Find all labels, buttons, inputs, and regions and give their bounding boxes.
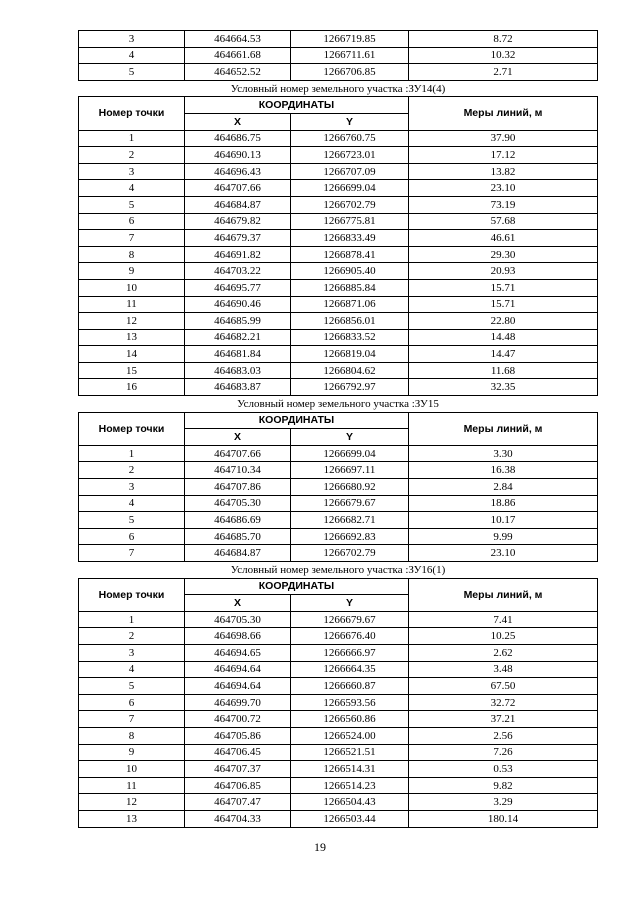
header-x: X (185, 113, 291, 130)
cell-line-measure: 7.26 (409, 744, 598, 761)
cell-y: 1266711.61 (291, 47, 409, 64)
cell-x: 464699.70 (185, 694, 291, 711)
table-row (79, 479, 598, 496)
header-coordinates: КООРДИНАТЫ (185, 412, 409, 429)
table-row (79, 794, 598, 811)
cell-y: 1266775.81 (291, 213, 409, 230)
cell-y: 1266692.83 (291, 528, 409, 545)
cell-line-measure: 10.25 (409, 628, 598, 645)
table-row (79, 64, 598, 81)
cell-point-number: 4 (79, 495, 185, 512)
cell-y: 1266664.35 (291, 661, 409, 678)
cell-x: 464694.64 (185, 678, 291, 695)
cell-y: 1266792.97 (291, 379, 409, 396)
section-title-row (79, 396, 598, 413)
cell-y: 1266514.23 (291, 777, 409, 794)
section-title: Условный номер земельного участка :ЗУ15 (79, 396, 598, 413)
cell-x: 464706.85 (185, 777, 291, 794)
coordinates-table-body (79, 31, 598, 828)
cell-line-measure: 2.84 (409, 479, 598, 496)
table-row (79, 213, 598, 230)
table-row (79, 379, 598, 396)
cell-point-number: 2 (79, 147, 185, 164)
header-point-number: Номер точки (79, 412, 185, 445)
table-row (79, 246, 598, 263)
cell-y: 1266702.79 (291, 545, 409, 562)
cell-point-number: 6 (79, 213, 185, 230)
cell-point-number: 2 (79, 462, 185, 479)
cell-line-measure: 20.93 (409, 263, 598, 280)
cell-line-measure: 73.19 (409, 196, 598, 213)
cell-line-measure: 32.35 (409, 379, 598, 396)
header-line-measure: Меры линий, м (409, 412, 598, 445)
cell-point-number: 9 (79, 263, 185, 280)
table-row (79, 147, 598, 164)
cell-point-number: 3 (79, 163, 185, 180)
cell-y: 1266833.49 (291, 230, 409, 247)
cell-line-measure: 2.71 (409, 64, 598, 81)
cell-y: 1266514.31 (291, 761, 409, 778)
table-row (79, 644, 598, 661)
coordinates-table (78, 30, 598, 828)
table-row (79, 661, 598, 678)
cell-y: 1266660.87 (291, 678, 409, 695)
cell-x: 464695.77 (185, 279, 291, 296)
cell-line-measure: 2.62 (409, 644, 598, 661)
table-row (79, 744, 598, 761)
cell-x: 464703.22 (185, 263, 291, 280)
cell-x: 464690.13 (185, 147, 291, 164)
table-row (79, 528, 598, 545)
header-x: X (185, 595, 291, 612)
cell-line-measure: 23.10 (409, 545, 598, 562)
cell-y: 1266504.43 (291, 794, 409, 811)
cell-y: 1266680.92 (291, 479, 409, 496)
cell-point-number: 6 (79, 528, 185, 545)
cell-point-number: 8 (79, 246, 185, 263)
cell-x: 464682.21 (185, 329, 291, 346)
cell-x: 464686.69 (185, 512, 291, 529)
cell-line-measure: 14.47 (409, 346, 598, 363)
table-row (79, 495, 598, 512)
cell-line-measure: 46.61 (409, 230, 598, 247)
cell-x: 464694.65 (185, 644, 291, 661)
table-row (79, 727, 598, 744)
section-title: Условный номер земельного участка :ЗУ14(4) (79, 80, 598, 97)
cell-line-measure: 17.12 (409, 147, 598, 164)
cell-x: 464696.43 (185, 163, 291, 180)
cell-y: 1266905.40 (291, 263, 409, 280)
cell-point-number: 11 (79, 296, 185, 313)
cell-x: 464710.34 (185, 462, 291, 479)
cell-x: 464679.82 (185, 213, 291, 230)
cell-line-measure: 9.82 (409, 777, 598, 794)
header-coordinates: КООРДИНАТЫ (185, 97, 409, 114)
cell-point-number: 1 (79, 445, 185, 462)
cell-y: 1266706.85 (291, 64, 409, 81)
cell-line-measure: 3.29 (409, 794, 598, 811)
cell-x: 464704.33 (185, 810, 291, 827)
cell-x: 464707.66 (185, 445, 291, 462)
cell-point-number: 5 (79, 196, 185, 213)
cell-point-number: 2 (79, 628, 185, 645)
cell-point-number: 12 (79, 313, 185, 330)
table-row (79, 761, 598, 778)
table-row (79, 296, 598, 313)
cell-x: 464690.46 (185, 296, 291, 313)
cell-x: 464705.30 (185, 611, 291, 628)
cell-line-measure: 23.10 (409, 180, 598, 197)
table-row (79, 31, 598, 48)
cell-point-number: 12 (79, 794, 185, 811)
cell-line-measure: 9.99 (409, 528, 598, 545)
cell-x: 464707.37 (185, 761, 291, 778)
cell-y: 1266878.41 (291, 246, 409, 263)
table-row (79, 512, 598, 529)
table-row (79, 711, 598, 728)
cell-point-number: 10 (79, 761, 185, 778)
table-row (79, 180, 598, 197)
cell-line-measure: 16.38 (409, 462, 598, 479)
cell-point-number: 4 (79, 47, 185, 64)
header-coordinates: КООРДИНАТЫ (185, 578, 409, 595)
cell-point-number: 9 (79, 744, 185, 761)
cell-point-number: 3 (79, 644, 185, 661)
table-row (79, 678, 598, 695)
cell-x: 464685.99 (185, 313, 291, 330)
cell-line-measure: 32.72 (409, 694, 598, 711)
cell-y: 1266760.75 (291, 130, 409, 147)
cell-line-measure: 8.72 (409, 31, 598, 48)
cell-point-number: 3 (79, 31, 185, 48)
table-row (79, 611, 598, 628)
cell-x: 464705.30 (185, 495, 291, 512)
cell-y: 1266679.67 (291, 611, 409, 628)
cell-line-measure: 10.32 (409, 47, 598, 64)
table-row (79, 694, 598, 711)
table-row (79, 313, 598, 330)
table-row (79, 263, 598, 280)
cell-x: 464684.87 (185, 196, 291, 213)
cell-point-number: 4 (79, 180, 185, 197)
section-title-row (79, 562, 598, 579)
cell-point-number: 8 (79, 727, 185, 744)
cell-point-number: 16 (79, 379, 185, 396)
cell-line-measure: 11.68 (409, 362, 598, 379)
header-line-measure: Меры линий, м (409, 97, 598, 130)
cell-x: 464683.87 (185, 379, 291, 396)
cell-x: 464700.72 (185, 711, 291, 728)
cell-point-number: 6 (79, 694, 185, 711)
cell-y: 1266804.62 (291, 362, 409, 379)
cell-y: 1266702.79 (291, 196, 409, 213)
cell-line-measure: 18.86 (409, 495, 598, 512)
cell-line-measure: 15.71 (409, 279, 598, 296)
table-row (79, 329, 598, 346)
cell-y: 1266682.71 (291, 512, 409, 529)
cell-x: 464707.47 (185, 794, 291, 811)
cell-y: 1266856.01 (291, 313, 409, 330)
header-y: Y (291, 595, 409, 612)
cell-line-measure: 37.21 (409, 711, 598, 728)
cell-x: 464664.53 (185, 31, 291, 48)
cell-line-measure: 14.48 (409, 329, 598, 346)
header-y: Y (291, 113, 409, 130)
cell-x: 464691.82 (185, 246, 291, 263)
cell-x: 464652.52 (185, 64, 291, 81)
cell-line-measure: 180.14 (409, 810, 598, 827)
cell-line-measure: 10.17 (409, 512, 598, 529)
section-title: Условный номер земельного участка :ЗУ16(1) (79, 562, 598, 579)
table-row (79, 362, 598, 379)
table-row (79, 777, 598, 794)
page-number: 19 (314, 840, 326, 854)
cell-point-number: 13 (79, 329, 185, 346)
cell-x: 464694.64 (185, 661, 291, 678)
cell-y: 1266699.04 (291, 180, 409, 197)
cell-y: 1266833.52 (291, 329, 409, 346)
cell-point-number: 3 (79, 479, 185, 496)
cell-x: 464684.87 (185, 545, 291, 562)
cell-x: 464686.75 (185, 130, 291, 147)
table-row (79, 230, 598, 247)
cell-point-number: 5 (79, 512, 185, 529)
cell-y: 1266819.04 (291, 346, 409, 363)
cell-point-number: 1 (79, 130, 185, 147)
cell-line-measure: 67.50 (409, 678, 598, 695)
header-x: X (185, 429, 291, 446)
cell-line-measure: 3.48 (409, 661, 598, 678)
section-title-row (79, 80, 598, 97)
cell-point-number: 7 (79, 230, 185, 247)
cell-line-measure: 2.56 (409, 727, 598, 744)
cell-y: 1266871.06 (291, 296, 409, 313)
cell-x: 464705.86 (185, 727, 291, 744)
cell-x: 464681.84 (185, 346, 291, 363)
table-row (79, 545, 598, 562)
cell-x: 464679.37 (185, 230, 291, 247)
table-row (79, 47, 598, 64)
cell-x: 464685.70 (185, 528, 291, 545)
table-row (79, 445, 598, 462)
cell-y: 1266503.44 (291, 810, 409, 827)
cell-y: 1266676.40 (291, 628, 409, 645)
cell-y: 1266679.67 (291, 495, 409, 512)
cell-point-number: 7 (79, 711, 185, 728)
header-line-measure: Меры линий, м (409, 578, 598, 611)
cell-x: 464706.45 (185, 744, 291, 761)
table-row (79, 196, 598, 213)
cell-point-number: 5 (79, 64, 185, 81)
cell-y: 1266666.97 (291, 644, 409, 661)
cell-x: 464661.68 (185, 47, 291, 64)
cell-point-number: 7 (79, 545, 185, 562)
table-row (79, 628, 598, 645)
cell-point-number: 10 (79, 279, 185, 296)
cell-line-measure: 15.71 (409, 296, 598, 313)
cell-line-measure: 37.90 (409, 130, 598, 147)
table-row (79, 279, 598, 296)
table-row (79, 346, 598, 363)
cell-line-measure: 29.30 (409, 246, 598, 263)
cell-point-number: 13 (79, 810, 185, 827)
cell-y: 1266524.00 (291, 727, 409, 744)
cell-point-number: 14 (79, 346, 185, 363)
table-row (79, 130, 598, 147)
cell-x: 464707.66 (185, 180, 291, 197)
cell-point-number: 5 (79, 678, 185, 695)
cell-y: 1266723.01 (291, 147, 409, 164)
header-point-number: Номер точки (79, 97, 185, 130)
cell-y: 1266593.56 (291, 694, 409, 711)
cell-line-measure: 0.53 (409, 761, 598, 778)
cell-y: 1266560.86 (291, 711, 409, 728)
cell-y: 1266521.51 (291, 744, 409, 761)
header-row (79, 97, 598, 114)
cell-point-number: 4 (79, 661, 185, 678)
cell-line-measure: 57.68 (409, 213, 598, 230)
cell-x: 464698.66 (185, 628, 291, 645)
cell-point-number: 1 (79, 611, 185, 628)
header-row (79, 412, 598, 429)
cell-line-measure: 7.41 (409, 611, 598, 628)
cell-y: 1266885.84 (291, 279, 409, 296)
cell-line-measure: 22.80 (409, 313, 598, 330)
cell-y: 1266697.11 (291, 462, 409, 479)
cell-y: 1266719.85 (291, 31, 409, 48)
table-row (79, 462, 598, 479)
cell-x: 464707.86 (185, 479, 291, 496)
header-row (79, 578, 598, 595)
header-point-number: Номер точки (79, 578, 185, 611)
cell-line-measure: 3.30 (409, 445, 598, 462)
cell-line-measure: 13.82 (409, 163, 598, 180)
header-y: Y (291, 429, 409, 446)
table-row (79, 163, 598, 180)
cell-x: 464683.03 (185, 362, 291, 379)
cell-y: 1266707.09 (291, 163, 409, 180)
cell-y: 1266699.04 (291, 445, 409, 462)
cell-point-number: 11 (79, 777, 185, 794)
cell-point-number: 15 (79, 362, 185, 379)
table-row (79, 810, 598, 827)
